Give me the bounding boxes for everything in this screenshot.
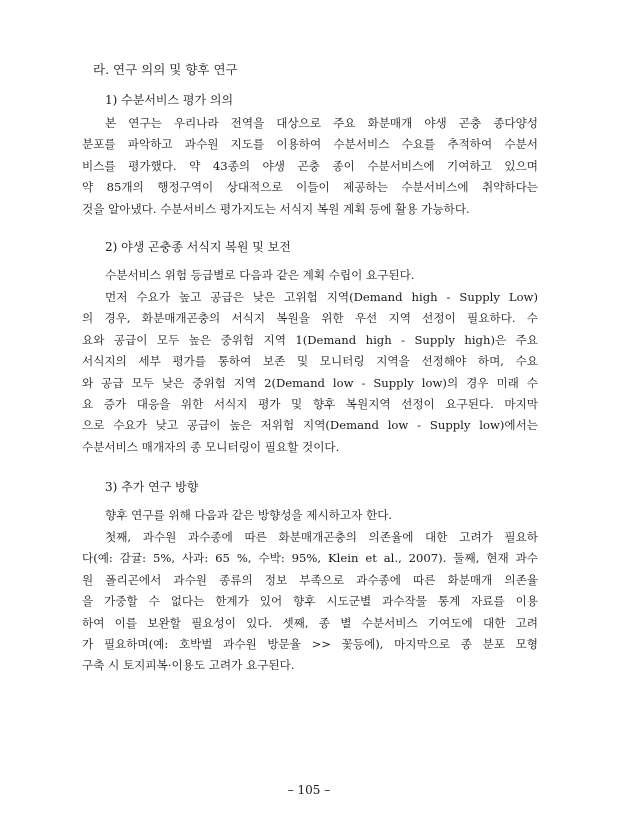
subsection-heading-3: 3) 추가 연구 방향 (105, 480, 199, 494)
text-line: 다(예: 감귤: 5%, 사과: 65 %, 수박: 95%, Klein et al., 2007). 둘째, 현재 과수 (82, 551, 538, 566)
text-line: 으로 수요가 낮고 공급이 높은 저위험 지역(Demand low - Supply low)에서는 (82, 418, 538, 433)
section-heading: 라. 연구 의의 및 향후 연구 (93, 62, 238, 77)
text-line: 약 85개의 행정구역이 상대적으로 이들이 제공하는 수분서비스에 취약하다는 (82, 180, 538, 195)
text-line: 본 연구는 우리나라 전역을 대상으로 주요 화분매개 야생 곤충 종다양성 (105, 116, 538, 130)
subsection-heading-1: 1) 수분서비스 평가 의의 (105, 93, 234, 107)
paragraph-habitat-restoration (82, 287, 538, 458)
page-number: – 105 – (287, 783, 331, 797)
text-line: 수분서비스 매개자의 종 모니터링이 필요할 것이다. (82, 439, 340, 454)
text-line: 원 폴리곤에서 과수원 종류의 정보 부족으로 과수종에 따른 화분매개 의존율 (82, 572, 538, 587)
text-line: 분포를 파악하고 과수원 지도를 이용하여 수분서비스 수요를 추적하여 수분서 (82, 137, 538, 152)
text-line: 요 증가 대응을 위한 서식지 평가 및 향후 복원지역 선정이 요구된다. 마지막 (82, 396, 538, 411)
text-line: 것을 알아냈다. 수분서비스 평가지도는 서식지 복원 계획 등에 활용 가능하다. (82, 201, 470, 216)
text-line: 비스를 평가했다. 약 43종의 야생 곤충 종이 수분서비스에 기여하고 있으며 (82, 158, 538, 173)
text-line: 첫째, 과수원 과수종에 따른 화분매개곤충의 의존율에 대한 고려가 필요하 (105, 530, 538, 544)
paragraph-evaluation-significance (82, 113, 538, 220)
text-line: 먼저 수요가 높고 공급은 낮은 고위험 지역(Demand high - Supply Low) (105, 290, 538, 304)
text-line: 서식지의 세부 평가를 통하여 보존 및 모니터링 지역을 선정해야 하며, 수요 (82, 354, 538, 369)
subsection-heading-2: 2) 야생 곤충종 서식지 복원 및 보전 (105, 240, 291, 254)
paragraph-future-research (82, 527, 538, 677)
paragraph-intro: 향후 연구를 위해 다음과 같은 방향성을 제시하고자 한다. (105, 508, 393, 522)
text-line: 와 공급 모두 낮은 중위험 지역 2(Demand low - Supply low)의 경우 미래 수 (82, 375, 538, 390)
text-line: 하여 이를 보완할 필요성이 있다. 셋째, 종 별 수분서비스 기여도에 대한 고려 (82, 615, 538, 630)
text-line: 구축 시 토지피복·이용도 고려가 요구된다. (82, 658, 295, 673)
text-line: 을 가중할 수 없다는 한계가 있어 향후 시도군별 과수작물 통계 자료를 이용 (82, 594, 538, 609)
text-line: 가 필요하며(예: 호박벌 과수원 방문율 >> 꽃등에), 마지막으로 종 분포 모형 (82, 636, 538, 651)
paragraph-intro: 수분서비스 위험 등급별로 다음과 같은 계획 수립이 요구된다. (105, 268, 415, 282)
text-line: 요와 공급이 모두 높은 중위험 지역 1(Demand high - Supply high)은 주요 (82, 332, 538, 347)
text-line: 의 경우, 화분매개곤충의 서식지 복원을 위한 우선 지역 선정이 필요하다. 수 (82, 311, 538, 326)
